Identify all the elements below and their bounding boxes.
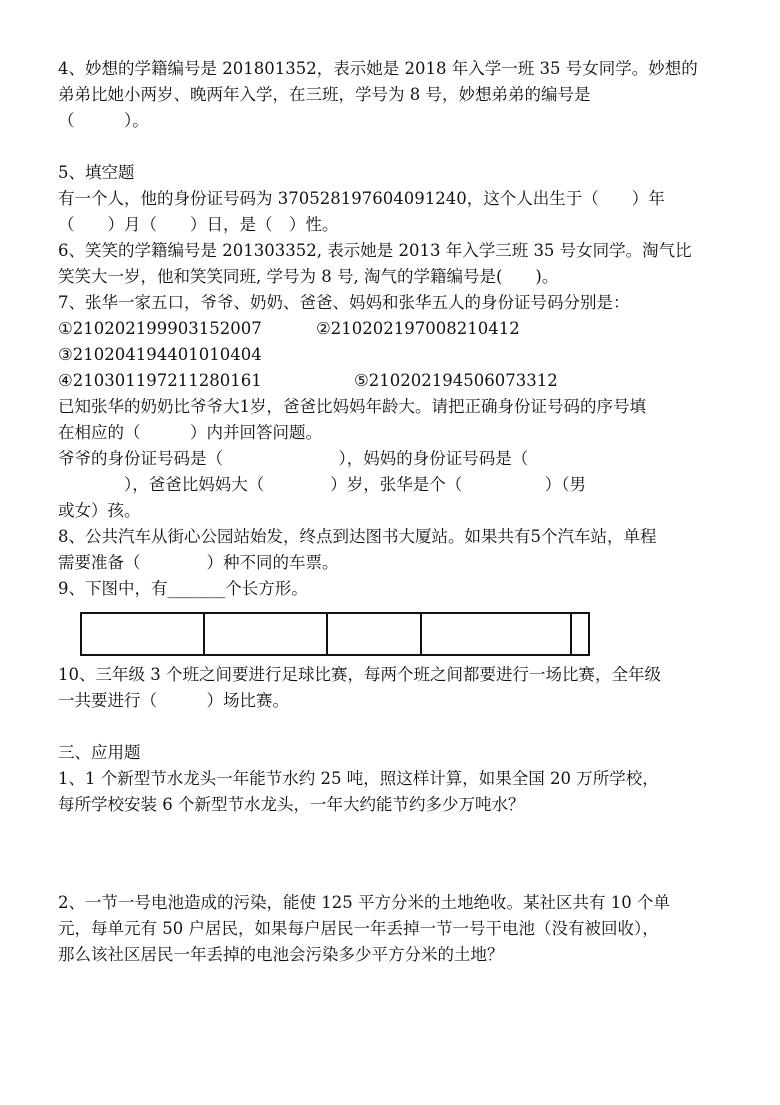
spacer [58,134,728,160]
id-number-2: ②210202197008210412 [316,319,520,338]
q7-line-6: 或女）孩。 [58,501,141,520]
diagram-divider [203,614,205,654]
question-4 [58,56,728,134]
application-question-1 [58,766,728,818]
q9-line-1: 9、下图中，有_______个长方形。 [58,579,308,598]
question-6 [58,238,728,290]
id-number-3: ③210204194401010404 [58,345,262,364]
q7-line-5: ），爸爸比妈妈大（ ）岁，张华是个（ ）（男 [58,475,586,494]
q4-line-1: 4、妙想的学籍编号是 201801352，表示她是 2018 年入学一班 35 号女同学。妙想的 [58,59,698,78]
section-3 [58,740,728,766]
q4-line-2: 弟弟比她小两岁、晚两年入学，在三班，学号为 8 号，妙想弟弟的编号是 [58,85,591,104]
a2-line-3: 那么该社区居民一年丢掉的电池会污染多少平方分米的土地？ [58,945,504,964]
section-3-title: 三、应用题 [58,743,141,762]
a1-line-1: 1、1 个新型节水龙头一年能节水约 25 吨，照这样计算，如果全国 20 万所学校， [58,769,659,788]
q7-line-2: 已知张华的奶奶比爷爷大1岁，爸爸比妈妈年龄大。请把正确身份证号码的序号填 [58,397,646,416]
q10-line-2: 一共要进行（ ）场比赛。 [58,691,289,710]
id-number-4: ④210301197211280161 [58,371,262,390]
q5-line-1: 有一个人，他的身份证号码为 370528197604091240，这个人出生于（ ）年 [58,189,665,208]
question-10 [58,662,728,714]
a1-line-2: 每所学校安装 6 个新型节水龙头，一年大约能节约多少万吨水？ [58,795,525,814]
question-9 [58,576,728,656]
q7-line-3: 在相应的（ ）内并回答问题。 [58,423,322,442]
q7-id-row-2 [58,368,728,394]
rectangle-diagram [80,612,590,656]
worksheet-page [58,56,728,968]
diagram-divider [570,614,572,654]
spacer [58,714,728,740]
answer-space [58,818,728,890]
a2-line-2: 元，每单元有 50 户居民，如果每户居民一年丢掉一节一号干电池（没有被回收）， [58,919,659,938]
q5-title: 5、填空题 [58,163,135,182]
question-5 [58,160,728,238]
application-question-2 [58,890,728,968]
q7-id-row-1 [58,316,728,342]
id-number-1: ①210202199903152007 [58,319,262,338]
q6-line-1: 6、笑笑的学籍编号是 201303352, 表示她是 2013 年入学三班 35 号女同学。淘气比 [58,241,692,260]
question-7 [58,290,728,524]
question-8 [58,524,728,576]
q6-line-2: 笑笑大一岁，他和笑笑同班, 学号为 8 号, 淘气的学籍编号是( )。 [58,267,559,286]
q5-line-2: （ ）月（ ）日，是（ ）性。 [58,215,339,234]
q10-line-1: 10、三年级 3 个班之间要进行足球比赛，每两个班之间都要进行一场比赛，全年级 [58,665,661,684]
id-number-5: ⑤210202194506073312 [354,371,558,390]
q8-line-2: 需要准备（ ）种不同的车票。 [58,553,339,572]
q7-line-1: 7、张华一家五口，爷爷、奶奶、爸爸、妈妈和张华五人的身份证号码分别是： [58,293,630,312]
diagram-divider [326,614,328,654]
diagram-divider [420,614,422,654]
q7-line-4: 爷爷的身份证号码是（ ），妈妈的身份证号码是（ [58,449,529,468]
q4-line-3: （ ）。 [58,111,149,130]
q8-line-1: 8、公共汽车从街心公园站始发，终点到达图书大厦站。如果共有5个汽车站，单程 [58,527,657,546]
a2-line-1: 2、一节一号电池造成的污染，能使 125 平方分米的土地绝收。某社区共有 10 个单 [58,893,670,912]
